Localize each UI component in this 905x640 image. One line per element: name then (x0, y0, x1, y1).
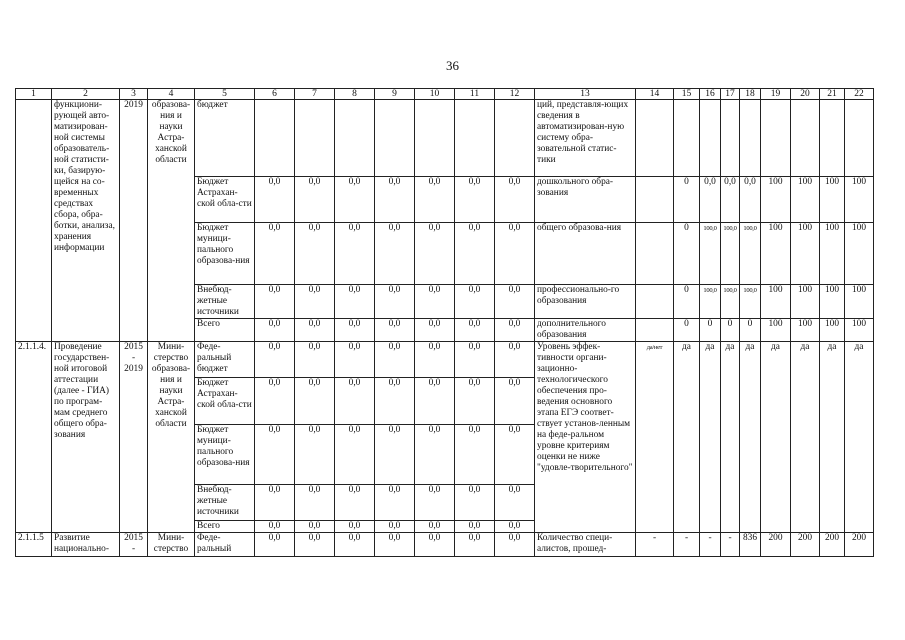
page-number: 36 (446, 58, 459, 73)
indicator-value: 100,0 (721, 223, 740, 285)
funding-value: 0,0 (375, 521, 415, 533)
indicator-value: да (820, 342, 845, 533)
funding-value: 0,0 (495, 177, 535, 223)
funding-value: 0,0 (255, 378, 295, 425)
indicator-value: 0,0 (740, 177, 761, 223)
indicator-value: - (674, 533, 700, 557)
indicator-value (636, 177, 674, 223)
funding-value: 0,0 (255, 319, 295, 342)
funding-value (455, 100, 495, 177)
indicator-value: 100 (791, 177, 820, 223)
funding-value: 0,0 (295, 223, 335, 285)
indicator-value: 0 (740, 319, 761, 342)
funding-value: 0,0 (295, 378, 335, 425)
funding-value: 0,0 (295, 485, 335, 521)
funding-value: 0,0 (455, 223, 495, 285)
funding-value: 0,0 (375, 485, 415, 521)
funding-value: 0,0 (455, 378, 495, 425)
col-header: 14 (636, 89, 674, 100)
indicator-text: Уровень эффек-тивности органи-зационно-технологического обеспечения про-ведения основного этапа ЕГЭ соответ-ствует установ-ленным на феде-ральном уровне критериям оценки не ниже "удовле-творительного" (535, 342, 636, 533)
item-years: 2015 - (120, 533, 148, 557)
funding-value: 0,0 (415, 319, 455, 342)
funding-value (295, 100, 335, 177)
indicator-value (674, 100, 700, 177)
indicator-value: 100,0 (721, 285, 740, 319)
item-years: 2015 - 2019 (120, 342, 148, 533)
funding-source: Бюджет Астрахан-ской обла-сти (195, 378, 255, 425)
col-header: 17 (721, 89, 740, 100)
funding-value: 0,0 (415, 223, 455, 285)
funding-source: Бюджет муници-пального образова-ния (195, 223, 255, 285)
indicator-value: да (761, 342, 791, 533)
indicator-value: да (791, 342, 820, 533)
funding-value: 0,0 (375, 319, 415, 342)
indicator-value: 0 (721, 319, 740, 342)
funding-value: 0,0 (335, 425, 375, 485)
funding-value: 0,0 (495, 521, 535, 533)
item-executor: Мини-стерство (148, 533, 195, 557)
indicator-value: 100 (820, 223, 845, 285)
col-header: 2 (52, 89, 120, 100)
indicator-text: дошкольного обра-зования (535, 177, 636, 223)
indicator-text: дополнительного образования (535, 319, 636, 342)
funding-value: 0,0 (455, 485, 495, 521)
indicator-text: Количество специ-алистов, прошед- (535, 533, 636, 557)
funding-value (495, 100, 535, 177)
col-header: 1 (16, 89, 52, 100)
funding-value: 0,0 (335, 521, 375, 533)
indicator-value (761, 100, 791, 177)
indicator-value: 100 (845, 285, 874, 319)
indicator-value: 100,0 (700, 285, 721, 319)
funding-source: Феде-ральный бюджет (195, 342, 255, 378)
funding-value: 0,0 (335, 485, 375, 521)
indicator-value: 0 (674, 223, 700, 285)
item-years: 2019 (120, 100, 148, 342)
indicator-value: да (674, 342, 700, 533)
col-header: 6 (255, 89, 295, 100)
funding-value: 0,0 (375, 378, 415, 425)
funding-value: 0,0 (295, 533, 335, 557)
funding-value: 0,0 (415, 533, 455, 557)
funding-value: 0,0 (295, 521, 335, 533)
funding-value: 0,0 (255, 485, 295, 521)
indicator-value: 200 (761, 533, 791, 557)
col-header: 3 (120, 89, 148, 100)
funding-value: 0,0 (495, 533, 535, 557)
col-header: 10 (415, 89, 455, 100)
col-header: 20 (791, 89, 820, 100)
indicator-value (636, 285, 674, 319)
program-table (15, 88, 874, 557)
indicator-text: ций, представля-ющих сведения в автоматизирован-ную систему обра-зовательной статис-тики (535, 100, 636, 177)
funding-value: 0,0 (415, 285, 455, 319)
funding-value: 0,0 (335, 223, 375, 285)
col-header: 8 (335, 89, 375, 100)
indicator-value (820, 100, 845, 177)
indicator-value: 100 (820, 285, 845, 319)
funding-source: бюджет (195, 100, 255, 177)
item-executor: образова-ния и науки Астра-ханской области (148, 100, 195, 342)
indicator-value: - (636, 533, 674, 557)
funding-value: 0,0 (335, 533, 375, 557)
indicator-value: 100,0 (740, 285, 761, 319)
funding-source: Всего (195, 319, 255, 342)
funding-value: 0,0 (375, 533, 415, 557)
col-header: 9 (375, 89, 415, 100)
funding-value: 0,0 (295, 285, 335, 319)
funding-value (335, 100, 375, 177)
funding-value: 0,0 (335, 342, 375, 378)
indicator-value: 100 (791, 319, 820, 342)
indicator-value: 100 (820, 319, 845, 342)
col-header: 11 (455, 89, 495, 100)
indicator-value: 836 (740, 533, 761, 557)
funding-value: 0,0 (255, 285, 295, 319)
indicator-value: 200 (820, 533, 845, 557)
table-row (16, 100, 874, 177)
table-row (16, 342, 874, 378)
col-header: 13 (535, 89, 636, 100)
indicator-value: 100 (761, 285, 791, 319)
funding-value: 0,0 (255, 521, 295, 533)
funding-value: 0,0 (255, 177, 295, 223)
funding-value: 0,0 (335, 177, 375, 223)
col-header: 4 (148, 89, 195, 100)
funding-source: Феде-ральный (195, 533, 255, 557)
indicator-value: 100 (761, 223, 791, 285)
funding-value: 0,0 (415, 378, 455, 425)
indicator-value: 100 (845, 223, 874, 285)
funding-value: 0,0 (295, 319, 335, 342)
indicator-value: 200 (845, 533, 874, 557)
indicator-value: 100 (791, 223, 820, 285)
indicator-value: - (721, 533, 740, 557)
indicator-unit: да/нет (636, 342, 674, 533)
funding-value: 0,0 (495, 425, 535, 485)
funding-value: 0,0 (255, 533, 295, 557)
funding-value: 0,0 (495, 342, 535, 378)
col-header: 22 (845, 89, 874, 100)
funding-source: Бюджет Астрахан-ской обла-сти (195, 177, 255, 223)
item-name: Проведение государствен-ной итоговой аттестации (далее - ГИА) по програм-мам среднего общего обра-зования (52, 342, 120, 533)
indicator-value: 100 (845, 177, 874, 223)
funding-value: 0,0 (295, 425, 335, 485)
funding-value: 0,0 (335, 285, 375, 319)
indicator-value: 100,0 (740, 223, 761, 285)
indicator-value: 200 (791, 533, 820, 557)
indicator-value (636, 100, 674, 177)
funding-value: 0,0 (495, 378, 535, 425)
item-code: 2.1.1.5 (16, 533, 52, 557)
indicator-value: 0 (674, 285, 700, 319)
indicator-value: 100 (761, 319, 791, 342)
indicator-value (636, 223, 674, 285)
funding-value: 0,0 (255, 342, 295, 378)
funding-value: 0,0 (255, 425, 295, 485)
indicator-value (700, 100, 721, 177)
funding-value: 0,0 (495, 485, 535, 521)
indicator-value: 0,0 (700, 177, 721, 223)
indicator-value: да (845, 342, 874, 533)
item-name: Развитие национально- (52, 533, 120, 557)
col-header: 5 (195, 89, 255, 100)
indicator-value: 0 (700, 319, 721, 342)
item-code (16, 100, 52, 342)
funding-value: 0,0 (295, 342, 335, 378)
item-name: функциони-рующей авто-матизирован-ной системы образователь-ной статисти-ки, базирую-щейся на со-временных средствах сбора, обра-ботки, анализа, хранения информации (52, 100, 120, 342)
indicator-value: 0,0 (721, 177, 740, 223)
funding-value: 0,0 (375, 177, 415, 223)
indicator-value: 100 (761, 177, 791, 223)
funding-source: Всего (195, 521, 255, 533)
funding-value: 0,0 (415, 425, 455, 485)
indicator-value (845, 100, 874, 177)
item-executor: Мини-стерство образова-ния и науки Астра-ханской области (148, 342, 195, 533)
indicator-value: 0 (674, 319, 700, 342)
indicator-value (636, 319, 674, 342)
funding-value: 0,0 (255, 223, 295, 285)
indicator-value: - (700, 533, 721, 557)
indicator-value: 100 (820, 177, 845, 223)
indicator-value: да (700, 342, 721, 533)
funding-value (375, 100, 415, 177)
indicator-value (740, 100, 761, 177)
col-header: 16 (700, 89, 721, 100)
funding-value: 0,0 (335, 319, 375, 342)
funding-value: 0,0 (415, 342, 455, 378)
col-header: 7 (295, 89, 335, 100)
item-code: 2.1.1.4. (16, 342, 52, 533)
funding-value: 0,0 (455, 342, 495, 378)
funding-value: 0,0 (495, 319, 535, 342)
funding-source: Внебюд-жетные источники (195, 285, 255, 319)
funding-source: Бюджет муници-пального образова-ния (195, 425, 255, 485)
funding-value: 0,0 (455, 285, 495, 319)
indicator-value: 100 (791, 285, 820, 319)
funding-value: 0,0 (455, 319, 495, 342)
funding-value: 0,0 (455, 521, 495, 533)
indicator-value (791, 100, 820, 177)
funding-value: 0,0 (335, 378, 375, 425)
funding-value: 0,0 (375, 285, 415, 319)
funding-value: 0,0 (495, 285, 535, 319)
indicator-text: общего образова-ния (535, 223, 636, 285)
table-row (16, 533, 874, 557)
funding-value: 0,0 (415, 521, 455, 533)
indicator-value (721, 100, 740, 177)
funding-value: 0,0 (415, 485, 455, 521)
indicator-value: 100,0 (700, 223, 721, 285)
funding-value: 0,0 (415, 177, 455, 223)
col-header: 18 (740, 89, 761, 100)
funding-value: 0,0 (295, 177, 335, 223)
funding-value: 0,0 (375, 223, 415, 285)
col-header: 19 (761, 89, 791, 100)
indicator-value: 100 (845, 319, 874, 342)
col-header: 15 (674, 89, 700, 100)
col-header: 21 (820, 89, 845, 100)
funding-source: Внебюд-жетные источники (195, 485, 255, 521)
funding-value (415, 100, 455, 177)
funding-value: 0,0 (455, 425, 495, 485)
funding-value: 0,0 (455, 533, 495, 557)
indicator-value: да (740, 342, 761, 533)
funding-value: 0,0 (375, 425, 415, 485)
funding-value: 0,0 (455, 177, 495, 223)
indicator-value: 0 (674, 177, 700, 223)
funding-value (255, 100, 295, 177)
funding-value: 0,0 (495, 223, 535, 285)
column-number-row (16, 89, 874, 100)
col-header: 12 (495, 89, 535, 100)
funding-value: 0,0 (375, 342, 415, 378)
indicator-value: да (721, 342, 740, 533)
indicator-text: профессионально-го образования (535, 285, 636, 319)
